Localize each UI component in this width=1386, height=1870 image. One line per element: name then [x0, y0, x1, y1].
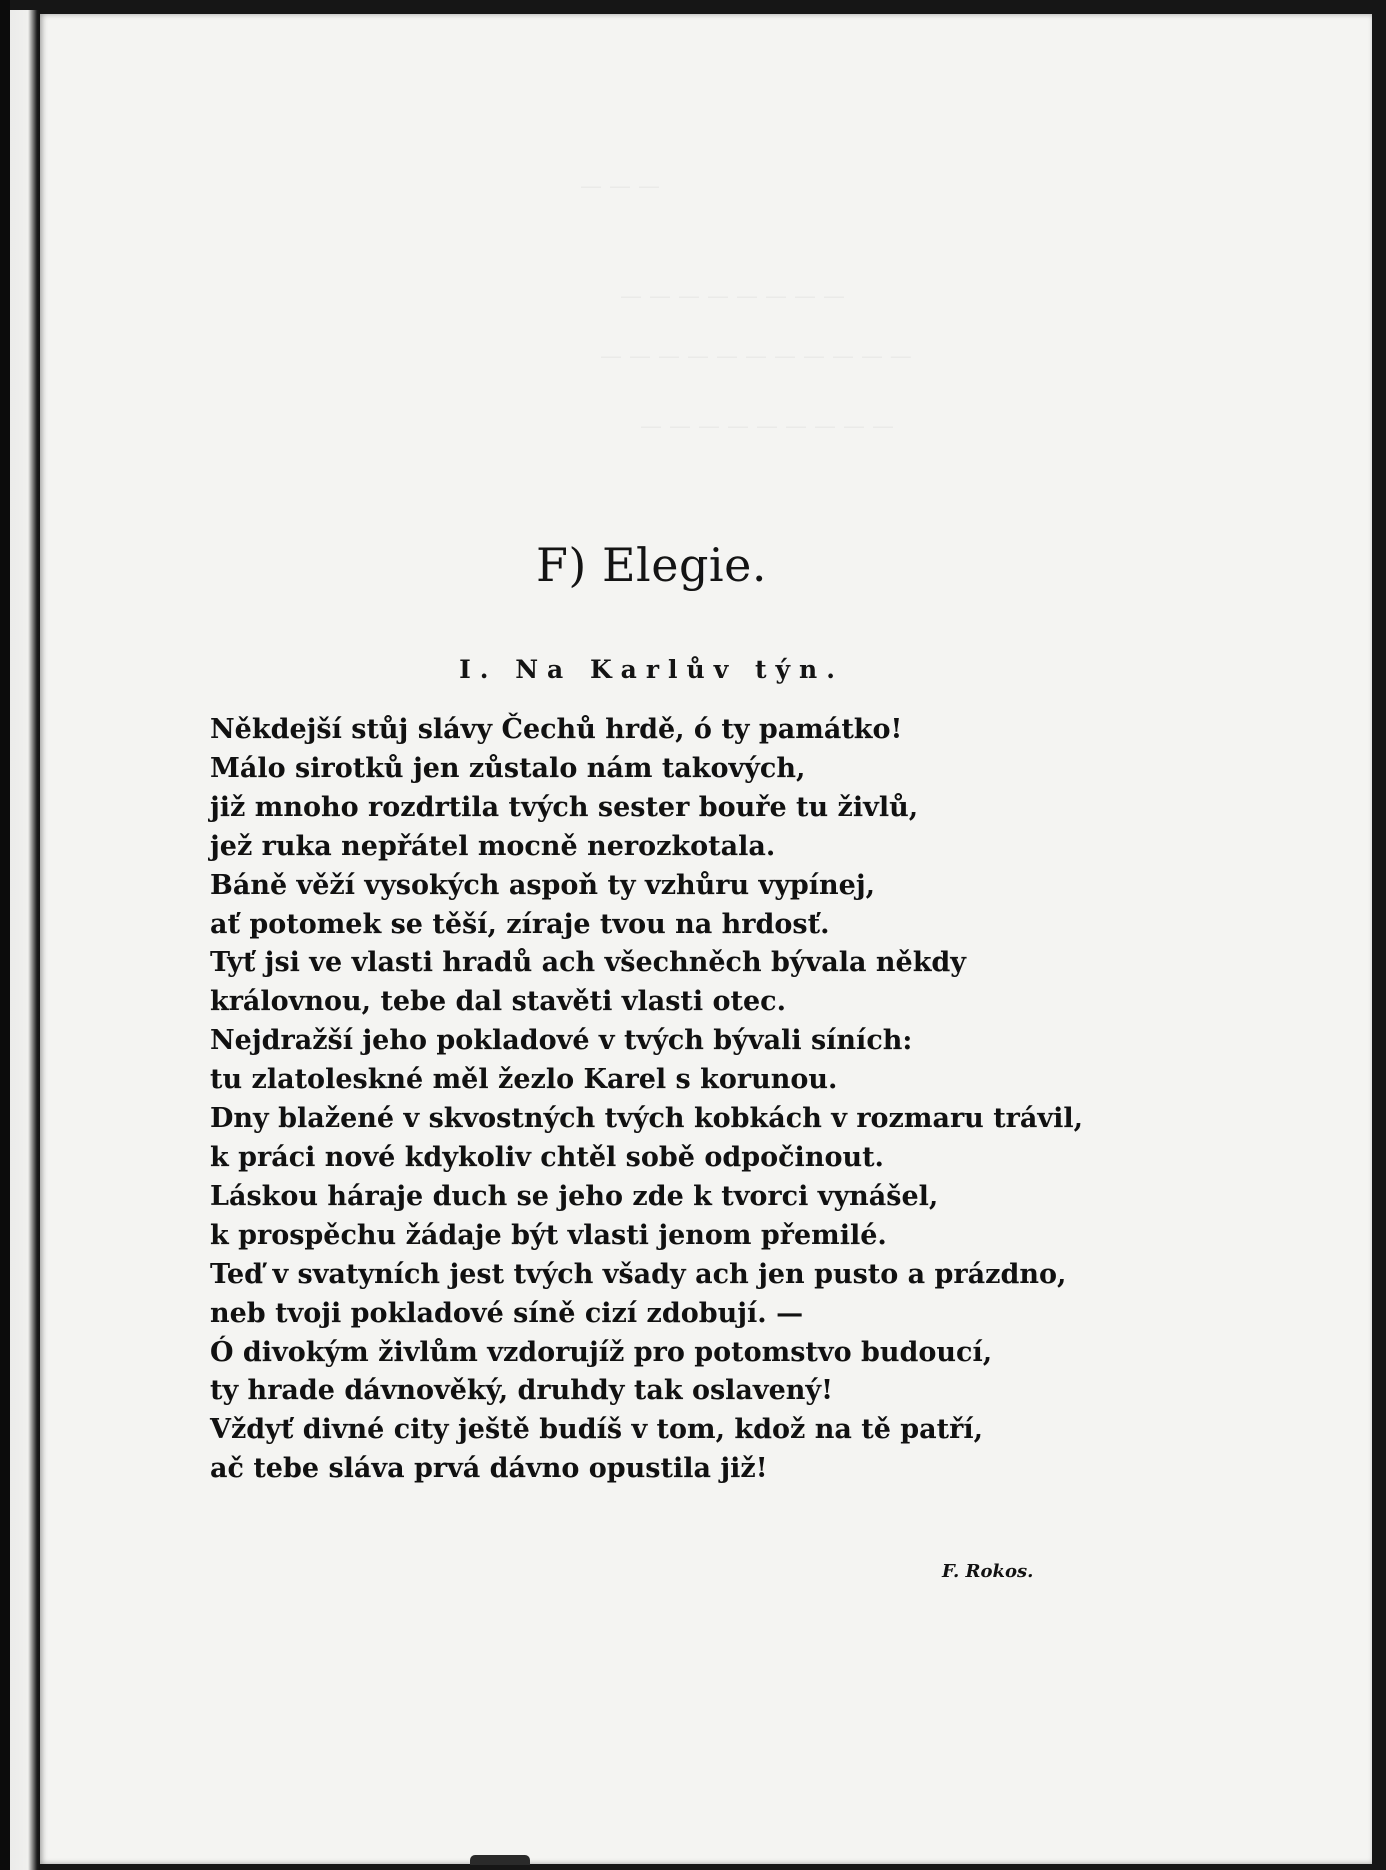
- poem-line: Někdejší stůj slávy Čechů hrdě, ó ty památko!: [210, 714, 903, 745]
- poem-line: k prospěchu žádaje být vlasti jenom přemilé.: [210, 1219, 887, 1251]
- scan-artifact: [470, 1855, 530, 1865]
- poem-line: neb tvoji pokladové síně cizí zdobují. —: [210, 1297, 804, 1329]
- poem-line: Nejdražší jeho pokladové v tvých bývali síních:: [210, 1025, 913, 1057]
- poem-line: Dny blažené v skvostných tvých kobkách v rozmaru trávil,: [210, 1103, 1083, 1135]
- poem-line: královnou, tebe dal stavěti vlasti otec.: [210, 986, 787, 1018]
- author-signature: F. Rokos.: [942, 1561, 1034, 1582]
- poem-line: Teď v svatyních jest tvých všady ach jen pusto a prázdno,: [210, 1258, 1067, 1290]
- poem-line: Tyť jsi ve vlasti hradů ach všechněch bývala někdy: [210, 947, 966, 979]
- poem-line: k práci nové kdykoliv chtěl sobě odpočinout.: [210, 1141, 884, 1173]
- poem-title: I. Na Karlův týn.: [459, 655, 844, 684]
- poem-line: Vždyť divné city ještě budíš v tom, kdož na tě patří,: [210, 1414, 984, 1446]
- poem-line: ty hrade dávnověký, druhdy tak oslavený!: [210, 1375, 833, 1407]
- bleed-through-text: [580, 174, 660, 199]
- poem-line: Ó divokým živlům vzdorujíž pro potomstvo budoucí,: [210, 1336, 993, 1368]
- bleed-through-text: [640, 414, 894, 439]
- poem-line: ač tebe sláva prvá dávno opustila již!: [210, 1453, 768, 1485]
- poem-line: již mnoho rozdrtila tvých sester bouře tu živlů,: [210, 791, 919, 823]
- poem-line: Láskou háraje duch se jeho zde k tvorci vynášel,: [210, 1180, 939, 1212]
- page-gutter: [10, 10, 40, 1870]
- poem-line: Báně věží vysokých aspoň ty vzhůru vypínej,: [210, 869, 876, 901]
- poem-line: ať potomek se těší, zíraje tvou na hrdosť.: [210, 908, 830, 940]
- bleed-through-text: [600, 344, 912, 369]
- section-title: F) Elegie.: [535, 538, 767, 592]
- poem-line: jež ruka nepřátel mocně nerozkotala.: [210, 830, 776, 862]
- poem-line: tu zlatoleskné měl žezlo Karel s korunou.: [210, 1064, 838, 1096]
- poem-body: [210, 711, 1083, 1489]
- bleed-through-text: [620, 284, 845, 309]
- scan-left-edge: [0, 0, 10, 1870]
- poem-line: Málo sirotků jen zůstalo nám takových,: [210, 752, 806, 784]
